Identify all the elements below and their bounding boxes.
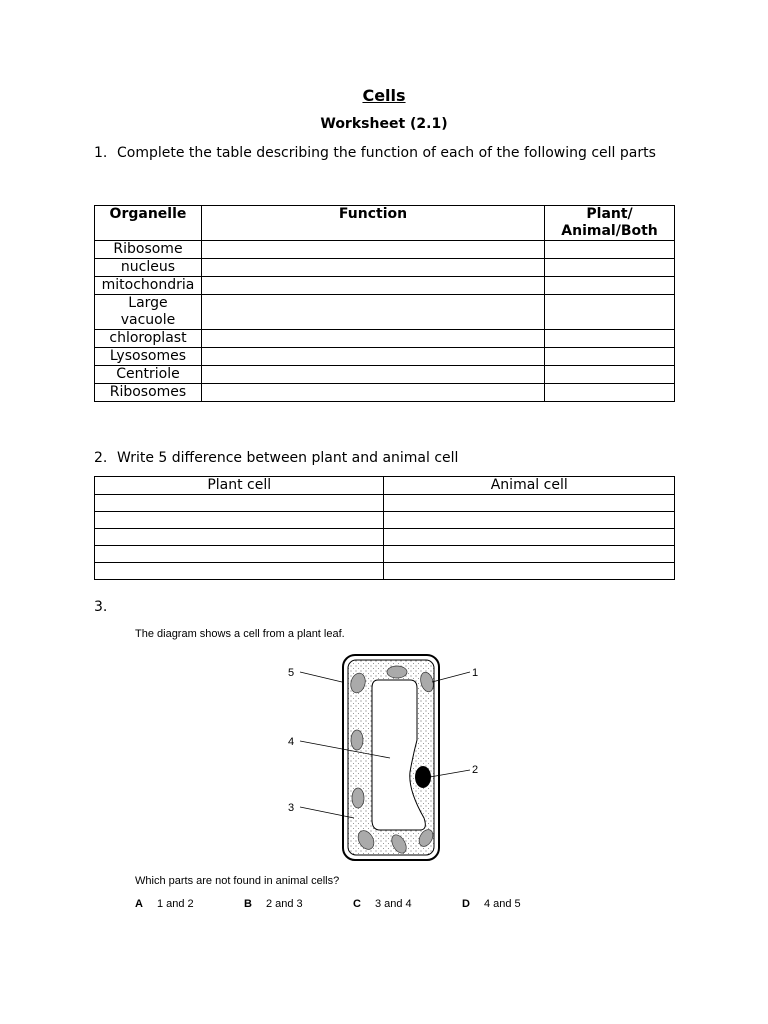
header-animal-cell: Animal cell bbox=[384, 477, 675, 495]
animal-cell-entry[interactable] bbox=[384, 563, 675, 580]
organelle-name: mitochondria bbox=[95, 277, 202, 295]
organelle-name: Ribosome bbox=[95, 241, 202, 259]
option-b-letter: B bbox=[244, 898, 252, 910]
option-c-letter: C bbox=[353, 898, 361, 910]
plant-cell-entry[interactable] bbox=[95, 512, 384, 529]
plant-cell-entry[interactable] bbox=[95, 563, 384, 580]
table-row bbox=[95, 495, 675, 512]
option-a[interactable] bbox=[135, 898, 194, 910]
option-c[interactable] bbox=[353, 898, 412, 910]
plant-cell-entry[interactable] bbox=[95, 546, 384, 563]
table-row bbox=[95, 241, 675, 259]
label-4: 4 bbox=[288, 736, 295, 748]
table-header-row bbox=[95, 477, 675, 495]
type-cell[interactable] bbox=[545, 277, 675, 295]
type-cell[interactable] bbox=[545, 330, 675, 348]
table-row bbox=[95, 366, 675, 384]
type-cell[interactable] bbox=[545, 366, 675, 384]
type-cell[interactable] bbox=[545, 384, 675, 402]
header-organelle: Organelle bbox=[95, 206, 202, 241]
option-a-text: 1 and 2 bbox=[156, 898, 194, 910]
table-row bbox=[95, 348, 675, 366]
question-3-number: 3. bbox=[94, 599, 108, 615]
organelle-name: Lysosomes bbox=[95, 348, 202, 366]
question-1-number: 1. bbox=[94, 145, 108, 161]
difference-table bbox=[94, 476, 675, 580]
header-function: Function bbox=[201, 206, 544, 241]
organelle-name: Centriole bbox=[95, 366, 202, 384]
question-1-text: Complete the table describing the function of each of the following cell parts bbox=[117, 145, 656, 161]
animal-cell-entry[interactable] bbox=[384, 495, 675, 512]
diagram-question: Which parts are not found in animal cells? bbox=[135, 875, 340, 887]
type-cell[interactable] bbox=[545, 348, 675, 366]
type-cell[interactable] bbox=[545, 295, 675, 330]
table-row bbox=[95, 512, 675, 529]
organelle-name: chloroplast bbox=[95, 330, 202, 348]
function-cell[interactable] bbox=[201, 330, 544, 348]
plant-cell-entry[interactable] bbox=[95, 495, 384, 512]
option-b-text: 2 and 3 bbox=[265, 898, 303, 910]
option-d-letter: D bbox=[462, 898, 470, 910]
function-cell[interactable] bbox=[201, 259, 544, 277]
plant-cell-diagram bbox=[280, 650, 500, 865]
table-row bbox=[95, 384, 675, 402]
table-row bbox=[95, 259, 675, 277]
header-plant-cell: Plant cell bbox=[95, 477, 384, 495]
table-row bbox=[95, 277, 675, 295]
type-cell[interactable] bbox=[545, 259, 675, 277]
animal-cell-entry[interactable] bbox=[384, 529, 675, 546]
option-a-letter: A bbox=[135, 898, 143, 910]
option-d[interactable] bbox=[462, 898, 521, 910]
option-b[interactable] bbox=[244, 898, 303, 910]
table-row bbox=[95, 295, 675, 330]
option-d-text: 4 and 5 bbox=[483, 898, 521, 910]
function-cell[interactable] bbox=[201, 295, 544, 330]
organelle-name: nucleus bbox=[95, 259, 202, 277]
animal-cell-entry[interactable] bbox=[384, 512, 675, 529]
question-2-text: Write 5 difference between plant and animal cell bbox=[117, 450, 459, 466]
function-cell[interactable] bbox=[201, 348, 544, 366]
function-cell[interactable] bbox=[201, 241, 544, 259]
label-2: 2 bbox=[472, 764, 479, 776]
label-5: 5 bbox=[288, 667, 295, 679]
organelle-name: Ribosomes bbox=[95, 384, 202, 402]
table-row bbox=[95, 563, 675, 580]
function-cell[interactable] bbox=[201, 384, 544, 402]
nucleus bbox=[415, 766, 431, 788]
worksheet-subtitle: Worksheet (2.1) bbox=[320, 116, 448, 132]
option-c-text: 3 and 4 bbox=[374, 898, 412, 910]
table-row bbox=[95, 330, 675, 348]
animal-cell-entry[interactable] bbox=[384, 546, 675, 563]
function-cell[interactable] bbox=[201, 277, 544, 295]
function-cell[interactable] bbox=[201, 366, 544, 384]
question-2-number: 2. bbox=[94, 450, 108, 466]
table-row bbox=[95, 529, 675, 546]
header-plant-animal-both: Plant/ Animal/Both bbox=[545, 206, 675, 241]
plant-cell-entry[interactable] bbox=[95, 529, 384, 546]
organelle-name: Large vacuole bbox=[95, 295, 202, 330]
table-row bbox=[95, 546, 675, 563]
diagram-intro: The diagram shows a cell from a plant leaf. bbox=[135, 628, 345, 640]
label-3: 3 bbox=[288, 802, 295, 814]
label-1: 1 bbox=[472, 667, 479, 679]
organelle-table bbox=[94, 205, 675, 402]
type-cell[interactable] bbox=[545, 241, 675, 259]
worksheet-title: Cells bbox=[362, 86, 406, 105]
table-header-row bbox=[95, 206, 675, 241]
